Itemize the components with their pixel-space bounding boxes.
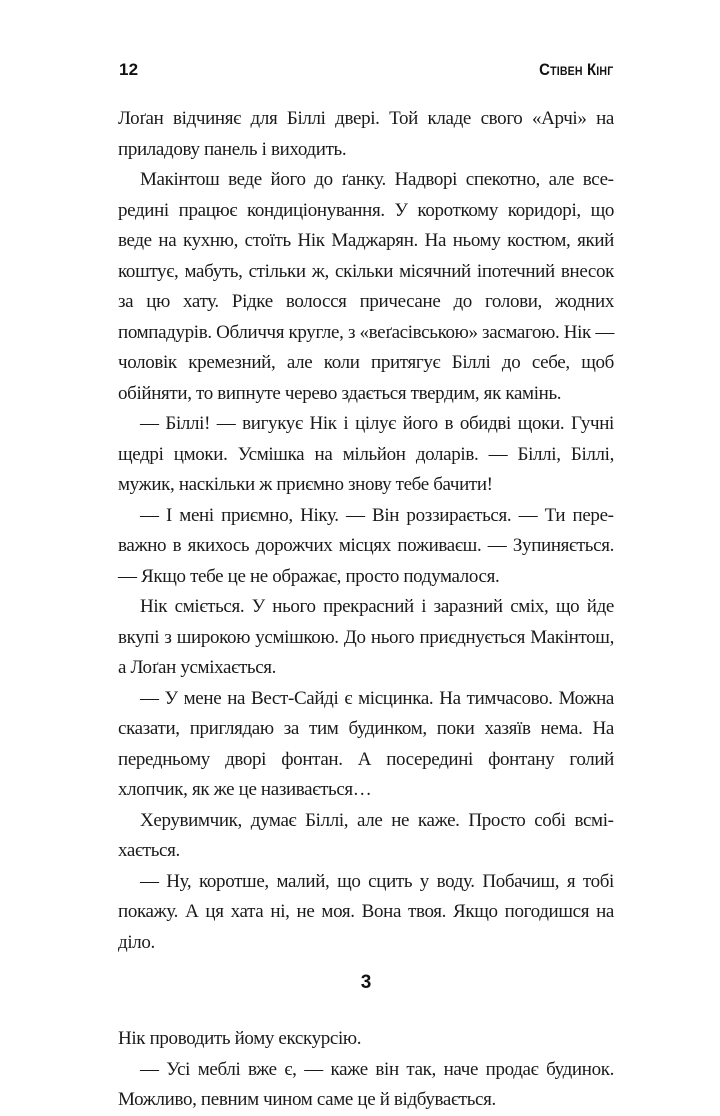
paragraph: Лоґан відчиняє для Біллі двері. Той кладе свого «Арчі» на приладову панель і виходить. [118,108,614,160]
paragraph: — Усі меблі вже є, — каже він так, наче продає будинок. Можливо, певним чином саме це й відбувається. [118,1058,614,1110]
paragraph: Макінтош веде його до ґанку. Надворі спекотно, але всередині працює кондиціонування. У короткому коридорі, що веде на кухню, стоїть Нік Маджарян. На ньому костюм, який коштує, мабуть, стільки ж, скільки місячний іпотечний внесок за цю хату. Рідке волосся причесане до голови, жодних помпадурів. Обличчя кругле, з «веґасівською» засмагою. Нік — чоловік кремезний, але коли притягує Біллі до себе, щоб обійняти, то випнуте черево здається твердим, як камінь. [118,169,614,404]
book-author: Стівен Кінг [538,60,613,79]
paragraph: — Ну, коротше, малий, що сцить у воду. Побачиш, я тобі покажу. А ця хата ні, не моя. Вона твоя. Якщо погодишся на діло. [118,870,614,953]
chapter-heading: 3 [360,972,372,993]
paragraph: — У мене на Вест-Сайді є місцинка. На тимчасово. Можна сказати, приглядаю за тим будинком, поки хазяїв нема. На передньому дворі фонтан. А посередині фонтану голий хлопчик, як же це називається… [118,687,614,800]
running-header [119,60,613,84]
paragraph: — І мені приємно, Ніку. — Він роззирається. — Ти переважно в якихось дорожчих місцях поживаєш. — Зупиняється. — Якщо тебе це не ображає, просто подумалося. [118,504,614,587]
paragraph: Херувимчик, думає Біллі, але не каже. Просто собі всміхається. [118,809,614,861]
paragraph: — Біллі! — вигукує Нік і цілує його в обидві щоки. Гучні щедрі цмоки. Усмішка на мільйон доларів. — Біллі, Біллі, мужик, наскільки ж приємно знову тебе бачити! [118,413,614,495]
paragraph: Нік проводить йому екскурсію. [118,1028,362,1049]
page-number: 12 [119,60,139,79]
text-block [118,104,614,1116]
paragraph: Нік сміється. У нього прекрасний і заразний сміх, що йде вкупі з широкою усмішкою. До нього приєднується Макінтош, а Лоґан усміхається. [118,596,614,678]
